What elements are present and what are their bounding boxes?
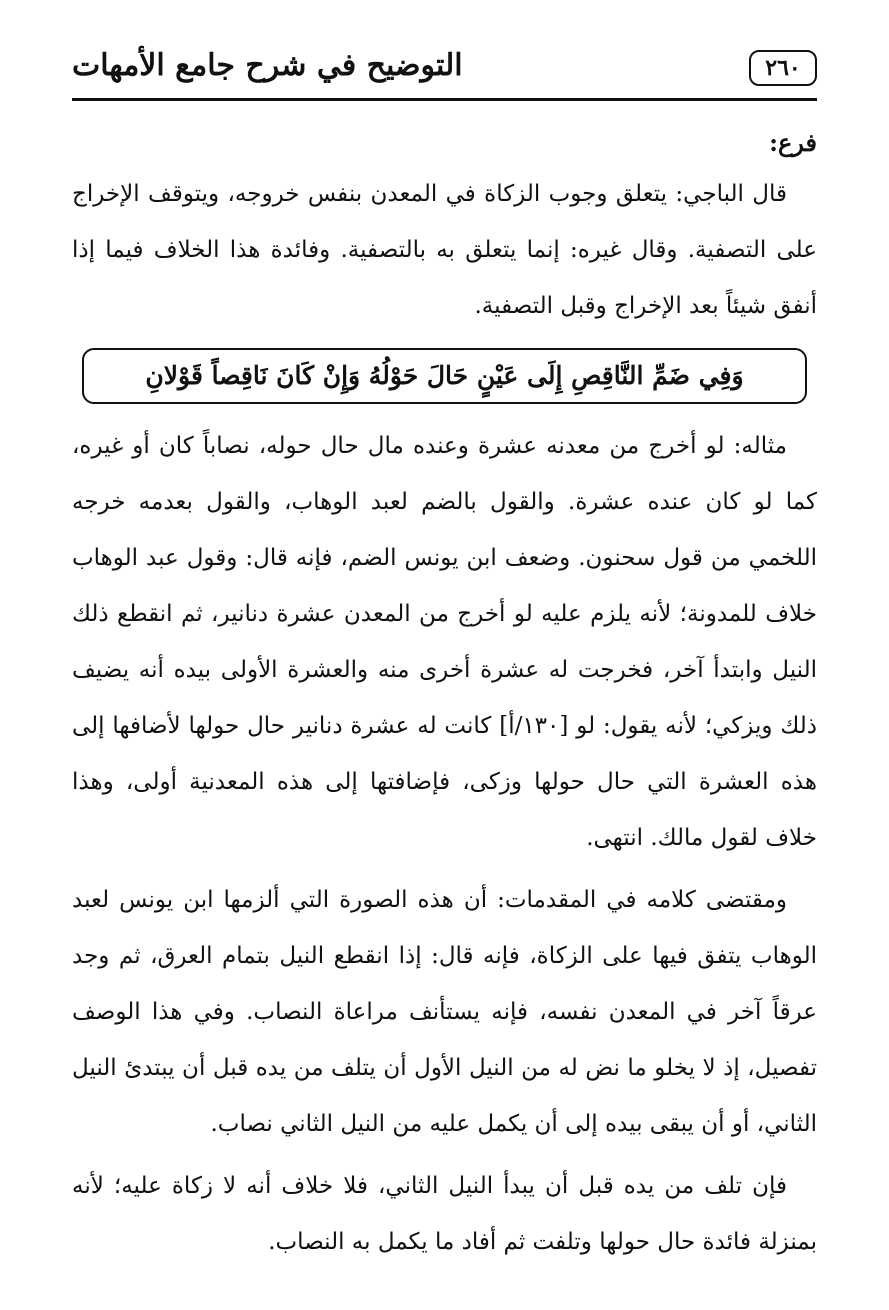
running-title: التوضيح في شرح جامع الأمهات [72, 48, 463, 83]
matn-verse-box: وَفِي ضَمِّ النَّاقِصِ إِلَى عَيْنٍ حَالَ حَوْلُهُ وَإِنْ كَانَ نَاقِصاً قَوْلانِ [82, 348, 807, 404]
header-rule [72, 98, 817, 101]
page-header [72, 40, 817, 102]
paragraph-example: مثاله: لو أخرج من معدنه عشرة وعنده مال حال حوله، نصاباً كان أو غيره، كما لو كان عنده عشرة. والقول بالضم لعبد الوهاب، والقول بعدمه خرجه اللخمي من قول سحنون. وضعف ابن يونس الضم، فإنه قال: وقول عبد الوهاب خلاف للمدونة؛ لأنه يلزم عليه لو أخرج من المعدن عشرة دنانير، ثم انقطع ذلك النيل وابتدأ آخر، فخرجت له عشرة أخرى منه والعشرة الأولى بيده أنه يضيف ذلك ويزكي؛ لأنه يقول: لو [١٣٠/أ] كانت له عشرة دنانير حال حولها لأضافها إلى هذه العشرة التي حال حولها وزكى، فإضافتها إلى هذه المعدنية أولى، وهذا خلاف لقول مالك. انتهى. [72, 433, 817, 851]
paragraph-muqaddimat: ومقتضى كلامه في المقدمات: أن هذه الصورة التي ألزمها ابن يونس لعبد الوهاب يتفق فيها على الزكاة، فإنه قال: إذا انقطع النيل بتمام العرق، ثم وجد عرقاً آخر في المعدن نفسه، فإنه يستأنف مراعاة النصاب. وفي هذا الوصف تفصيل، إذ لا يخلو ما نض له من النيل الأول أن يتلف من يده قبل أن يبتدئ النيل الثاني، أو أن يبقى بيده إلى أن يكمل عليه من النيل الثاني نصاب. [72, 887, 817, 1137]
page-body [72, 120, 817, 1270]
paragraph-baji: قال الباجي: يتعلق وجوب الزكاة في المعدن بنفس خروجه، ويتوقف الإخراج على التصفية. وقال غيره: إنما يتعلق به بالتصفية. وفائدة هذا الخلاف فيما إذا أنفق شيئاً بعد الإخراج وقبل التصفية. [72, 181, 817, 319]
section-label: فرع: [769, 128, 817, 157]
page-number: ٢٦٠ [749, 50, 817, 86]
paragraph-conclusion: فإن تلف من يده قبل أن يبدأ النيل الثاني، فلا خلاف أنه لا زكاة عليه؛ لأنه بمنزلة فائدة حال حولها وتلفت ثم أفاد ما يكمل به النصاب. [72, 1173, 817, 1255]
